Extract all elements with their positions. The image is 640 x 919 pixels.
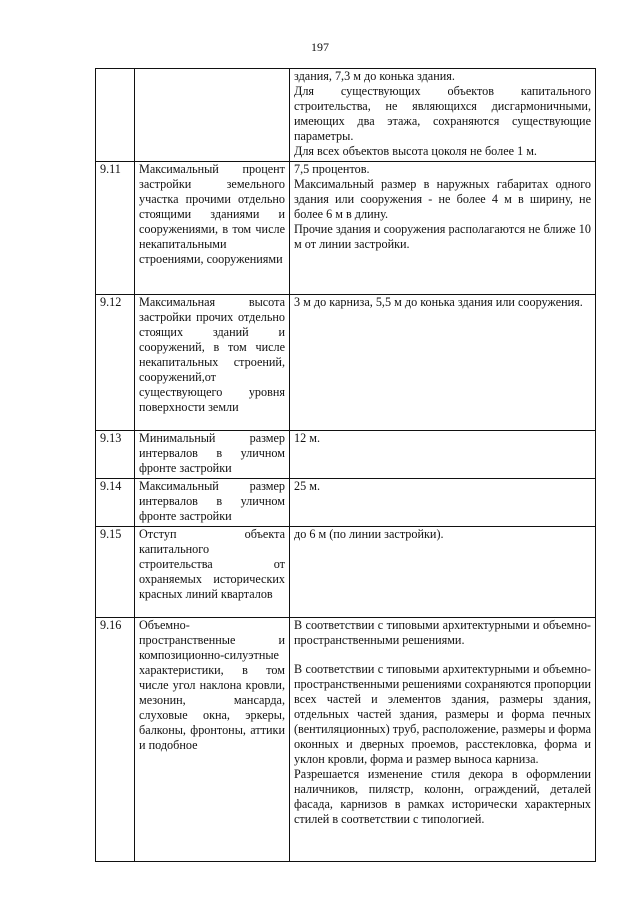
parameter-value: [290, 295, 596, 431]
value-paragraph: В соответствии с типовыми архитектурными и объемно-пространственными решениями.: [294, 618, 591, 647]
value-paragraph: Для всех объектов высота цоколя не более 1 м.: [294, 144, 537, 158]
parameter-name: Минимальный размер интервалов в уличном фронте застройки: [135, 431, 290, 479]
value-paragraph: Для существующих объектов капитального строительства, не являющихся дисгармоничными, имеющих два этажа, сохраняются существующие параметры.: [294, 84, 591, 143]
parameter-value: [290, 618, 596, 862]
row-number: 9.12: [96, 295, 135, 431]
value-paragraph: Максимальный размер в наружных габаритах одного здания или сооружения - не более 4 м в ширину, не более 6 м в длину.: [294, 177, 591, 221]
regulations-table: [95, 68, 596, 862]
table-row: [96, 479, 596, 527]
value-paragraph: Разрешается изменение стиля декора в оформлении наличников, пилястр, колонн, ограждений, деталей фасада, карнизов в рамках исторически характерных стилей в соответствии с типологией.: [294, 767, 591, 826]
row-number: 9.16: [96, 618, 135, 862]
value-paragraph: 7,5 процентов.: [294, 162, 370, 176]
parameter-name: Максимальный процент застройки земельного участка прочими отдельно стоящими зданиями и сооружениями, в том числе некапитальными строениями, сооружениями: [135, 162, 290, 295]
row-number: [96, 69, 135, 162]
row-number: 9.13: [96, 431, 135, 479]
parameter-value: [290, 479, 596, 527]
value-paragraph: до 6 м (по линии застройки).: [294, 527, 444, 541]
value-paragraph: 25 м.: [294, 479, 320, 493]
parameter-value: [290, 527, 596, 618]
parameter-name: Максимальный размер интервалов в уличном фронте застройки: [135, 479, 290, 527]
row-number: 9.15: [96, 527, 135, 618]
parameter-name: [135, 69, 290, 162]
paragraph-gap: [294, 648, 591, 662]
value-paragraph: 3 м до карниза, 5,5 м до конька здания или сооружения.: [294, 295, 583, 309]
parameter-value: [290, 162, 596, 295]
row-number: 9.14: [96, 479, 135, 527]
table-row: [96, 69, 596, 162]
parameter-value: [290, 431, 596, 479]
parameter-name: Максимальная высота застройки прочих отдельно стоящих зданий и сооружений, в том числе некапитальных строений, сооружений,от существующего уровня поверхности земли: [135, 295, 290, 431]
parameter-name: Отступ объекта капитального строительства от охраняемых исторических красных линий кварталов: [135, 527, 290, 618]
row-number: 9.11: [96, 162, 135, 295]
value-paragraph: 12 м.: [294, 431, 320, 445]
page-number: 197: [311, 40, 329, 54]
table-row: [96, 618, 596, 862]
table-row: [96, 527, 596, 618]
value-paragraph: В соответствии с типовыми архитектурными и объемно-пространственными решениями сохраняются пропорции всех частей и элементов здания, размеры здания, отдельных частей здания, размеры и форма печных (вентиляционных) труб, расположение, размеры и форма оконных и дверных проемов, расстекловка, форма и уклон кровли, форма и размер выноса карниза.: [294, 662, 591, 766]
parameter-name: Объемно-пространственные и композиционно-силуэтные характеристики, в том числе угол наклона кровли, мезонин, мансарда, слуховые окна, эркеры, балконы, фронтоны, аттики и подобное: [135, 618, 290, 862]
table-row: [96, 431, 596, 479]
value-paragraph: Прочие здания и сооружения располагаются не ближе 10 м от линии застройки.: [294, 222, 591, 251]
table-row: [96, 295, 596, 431]
table-row: [96, 162, 596, 295]
parameter-value: [290, 69, 596, 162]
value-paragraph: здания, 7,3 м до конька здания.: [294, 69, 455, 83]
